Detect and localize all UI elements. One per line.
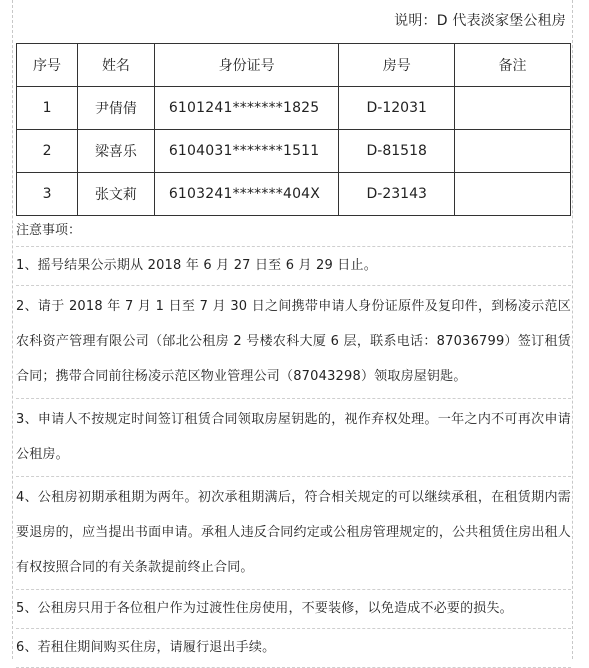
- cell-remark: [455, 173, 571, 216]
- note-item: 3、申请人不按规定时间签订租赁合同领取房屋钥匙的，视作弃权处理。一年之内不可再次申请公租房。: [16, 399, 571, 477]
- cell-index: 3: [17, 173, 78, 216]
- cell-room: D-12031: [339, 87, 455, 130]
- notes-section: [16, 216, 571, 668]
- cell-id-number: 6104031*******1511: [154, 130, 339, 173]
- column-header-room: 房号: [339, 44, 455, 87]
- cell-index: 2: [17, 130, 78, 173]
- table-row: [17, 87, 571, 130]
- cell-index: 1: [17, 87, 78, 130]
- cell-name: 张文莉: [78, 173, 155, 216]
- note-item: 2、请于 2018 年 7 月 1 日至 7 月 30 日之间携带申请人身份证原件及复印件，到杨凌示范区农科资产管理有限公司（邰北公租房 2 号楼农科大厦 6 层，联系电话：87036799）签订租赁合同；携带合同前往杨凌示范区物业管理公司（87043298）领取房屋钥匙。: [16, 286, 571, 399]
- cell-id-number: 6103241*******404X: [154, 173, 339, 216]
- note-item: 6、若租住期间购买住房，请履行退出手续。: [16, 629, 571, 668]
- note-item: 5、公租房只用于各位租户作为过渡性住房使用，不要装修，以免造成不必要的损失。: [16, 590, 571, 629]
- lottery-result-table: [16, 43, 571, 216]
- column-header-index: 序号: [17, 44, 78, 87]
- column-header-name: 姓名: [78, 44, 155, 87]
- table-header-row: [17, 44, 571, 87]
- column-header-id-number: 身份证号: [154, 44, 339, 87]
- cell-name: 尹倩倩: [78, 87, 155, 130]
- notes-title: 注意事项：: [16, 216, 571, 247]
- cell-name: 梁喜乐: [78, 130, 155, 173]
- column-header-remark: 备注: [455, 44, 571, 87]
- cell-remark: [455, 130, 571, 173]
- header-note: 说明：D 代表淡家堡公租房: [394, 13, 566, 29]
- note-item: 1、摇号结果公示期从 2018 年 6 月 27 日至 6 月 29 日止。: [16, 247, 571, 286]
- cell-room: D-23143: [339, 173, 455, 216]
- document-page: [12, 0, 573, 659]
- table-row: [17, 130, 571, 173]
- note-item: 4、公租房初期承租期为两年。初次承租期满后，符合相关规定的可以继续承租，在租赁期内需要退房的，应当提出书面申请。承租人违反合同约定或公租房管理规定的，公共租赁住房出租人有权按照合同的有关条款提前终止合同。: [16, 477, 571, 590]
- cell-remark: [455, 87, 571, 130]
- cell-room: D-81518: [339, 130, 455, 173]
- table-row: [17, 173, 571, 216]
- cell-id-number: 6101241*******1825: [154, 87, 339, 130]
